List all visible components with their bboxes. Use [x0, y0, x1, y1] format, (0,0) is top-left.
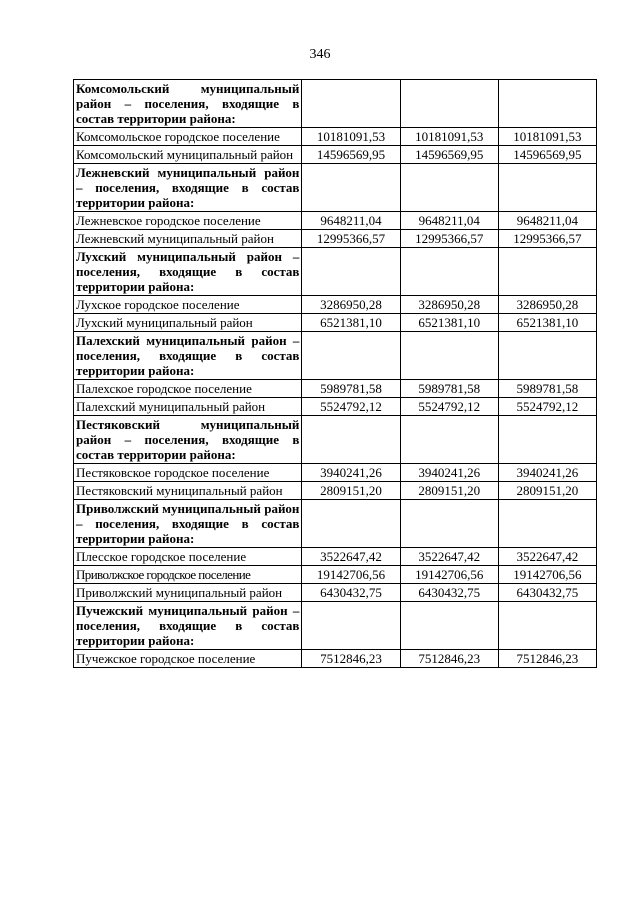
amount-cell-1: 3286950,28	[302, 296, 400, 314]
amount-cell-2: 6521381,10	[400, 314, 498, 332]
amount-cell-1: 9648211,04	[302, 212, 400, 230]
district-name-cell	[74, 80, 302, 128]
amount-cell-3	[498, 416, 596, 464]
settlement-name-cell	[74, 566, 302, 584]
row-name-text: Лухский муниципальный район	[76, 315, 253, 330]
amount-cell-2: 7512846,23	[400, 650, 498, 668]
amount-cell-1: 7512846,23	[302, 650, 400, 668]
district-header-row	[74, 248, 597, 296]
amount-cell-2: 5989781,58	[400, 380, 498, 398]
amount-cell-2: 14596569,95	[400, 146, 498, 164]
row-name-text: Приволжское городское поселение	[76, 567, 251, 582]
settlement-name-cell	[74, 650, 302, 668]
amount-cell-1: 2809151,20	[302, 482, 400, 500]
budget-table-body	[74, 80, 597, 668]
amount-cell-2	[400, 248, 498, 296]
amount-cell-2: 3940241,26	[400, 464, 498, 482]
settlement-row	[74, 146, 597, 164]
amount-cell-2	[400, 332, 498, 380]
amount-cell-2: 2809151,20	[400, 482, 498, 500]
amount-cell-1: 14596569,95	[302, 146, 400, 164]
district-header-row	[74, 416, 597, 464]
row-name-text: Лежневский муниципальный район	[76, 231, 274, 246]
row-name-text: Пестяковское городское поселение	[76, 465, 270, 480]
amount-cell-3: 3522647,42	[498, 548, 596, 566]
amount-cell-3: 5989781,58	[498, 380, 596, 398]
amount-cell-1: 5524792,12	[302, 398, 400, 416]
settlement-name-cell	[74, 230, 302, 248]
amount-cell-2	[400, 602, 498, 650]
settlement-name-cell	[74, 296, 302, 314]
settlement-name-cell	[74, 314, 302, 332]
row-name-text: Приволжский муниципальный район	[76, 585, 283, 600]
settlement-name-cell	[74, 464, 302, 482]
settlement-row	[74, 566, 597, 584]
amount-cell-2: 3286950,28	[400, 296, 498, 314]
amount-cell-3: 9648211,04	[498, 212, 596, 230]
amount-cell-1: 12995366,57	[302, 230, 400, 248]
amount-cell-1: 3940241,26	[302, 464, 400, 482]
row-name-text: Лухское городское поселение	[76, 297, 240, 312]
district-name-cell	[74, 500, 302, 548]
settlement-name-cell	[74, 584, 302, 602]
amount-cell-3: 10181091,53	[498, 128, 596, 146]
amount-cell-2: 19142706,56	[400, 566, 498, 584]
settlement-row	[74, 482, 597, 500]
settlement-row	[74, 296, 597, 314]
amount-cell-3	[498, 164, 596, 212]
amount-cell-2	[400, 416, 498, 464]
settlement-name-cell	[74, 212, 302, 230]
amount-cell-3: 6430432,75	[498, 584, 596, 602]
amount-cell-3	[498, 80, 596, 128]
amount-cell-2: 12995366,57	[400, 230, 498, 248]
amount-cell-3: 3940241,26	[498, 464, 596, 482]
settlement-name-cell	[74, 128, 302, 146]
amount-cell-1: 19142706,56	[302, 566, 400, 584]
district-name-cell	[74, 164, 302, 212]
row-name-text: Комсомольский муниципальный район	[76, 147, 294, 162]
settlement-row	[74, 230, 597, 248]
amount-cell-1	[302, 602, 400, 650]
amount-cell-1	[302, 500, 400, 548]
amount-cell-3	[498, 332, 596, 380]
row-name-text: Палехское городское поселение	[76, 381, 252, 396]
amount-cell-3: 2809151,20	[498, 482, 596, 500]
district-header-row	[74, 164, 597, 212]
amount-cell-1	[302, 416, 400, 464]
amount-cell-3: 5524792,12	[498, 398, 596, 416]
page-number: 346	[309, 47, 331, 62]
settlement-row	[74, 584, 597, 602]
amount-cell-1	[302, 248, 400, 296]
amount-cell-1: 6430432,75	[302, 584, 400, 602]
settlement-name-cell	[74, 398, 302, 416]
settlement-row	[74, 464, 597, 482]
settlement-row	[74, 548, 597, 566]
amount-cell-1	[302, 332, 400, 380]
amount-cell-3	[498, 500, 596, 548]
amount-cell-2	[400, 500, 498, 548]
row-name-text: Пучежское городское поселение	[76, 651, 256, 666]
amount-cell-3: 14596569,95	[498, 146, 596, 164]
amount-cell-1: 6521381,10	[302, 314, 400, 332]
district-header-row	[74, 602, 597, 650]
amount-cell-2: 9648211,04	[400, 212, 498, 230]
row-name-text: Приволжский муниципальный район – поселения, входящие в состав территории района:	[76, 501, 300, 546]
row-name-text: Комсомольское городское поселение	[76, 129, 280, 144]
amount-cell-1: 3522647,42	[302, 548, 400, 566]
settlement-name-cell	[74, 380, 302, 398]
amount-cell-3: 6521381,10	[498, 314, 596, 332]
amount-cell-1: 10181091,53	[302, 128, 400, 146]
district-name-cell	[74, 332, 302, 380]
settlement-name-cell	[74, 482, 302, 500]
budget-table	[73, 79, 597, 668]
settlement-row	[74, 398, 597, 416]
row-name-text: Пучежский муниципальный район – поселения, входящие в состав территории района:	[76, 603, 300, 648]
settlement-row	[74, 650, 597, 668]
row-name-text: Лежневское городское поселение	[76, 213, 261, 228]
settlement-name-cell	[74, 146, 302, 164]
amount-cell-2: 10181091,53	[400, 128, 498, 146]
row-name-text: Лухский муниципальный район – поселения, входящие в состав территории района:	[76, 249, 300, 294]
amount-cell-3: 3286950,28	[498, 296, 596, 314]
settlement-row	[74, 380, 597, 398]
district-header-row	[74, 80, 597, 128]
amount-cell-3	[498, 602, 596, 650]
amount-cell-1	[302, 164, 400, 212]
amount-cell-1	[302, 80, 400, 128]
row-name-text: Палехский муниципальный район	[76, 399, 266, 414]
row-name-text: Комсомольский муниципальный район – поселения, входящие в состав территории района:	[76, 81, 300, 126]
amount-cell-2	[400, 80, 498, 128]
district-name-cell	[74, 602, 302, 650]
amount-cell-3: 19142706,56	[498, 566, 596, 584]
amount-cell-3: 12995366,57	[498, 230, 596, 248]
row-name-text: Палехский муниципальный район – поселения, входящие в состав территории района:	[76, 333, 300, 378]
district-header-row	[74, 500, 597, 548]
district-header-row	[74, 332, 597, 380]
row-name-text: Лежневский муниципальный район – поселения, входящие в состав территории района:	[76, 165, 300, 210]
row-name-text: Плесское городское поселение	[76, 549, 247, 564]
amount-cell-1: 5989781,58	[302, 380, 400, 398]
amount-cell-3	[498, 248, 596, 296]
settlement-name-cell	[74, 548, 302, 566]
amount-cell-2: 5524792,12	[400, 398, 498, 416]
amount-cell-2: 3522647,42	[400, 548, 498, 566]
settlement-row	[74, 314, 597, 332]
amount-cell-3: 7512846,23	[498, 650, 596, 668]
amount-cell-2	[400, 164, 498, 212]
settlement-row	[74, 212, 597, 230]
district-name-cell	[74, 248, 302, 296]
amount-cell-2: 6430432,75	[400, 584, 498, 602]
row-name-text: Пестяковский муниципальный район – поселения, входящие в состав территории района:	[76, 417, 300, 462]
district-name-cell	[74, 416, 302, 464]
row-name-text: Пестяковский муниципальный район	[76, 483, 283, 498]
settlement-row	[74, 128, 597, 146]
